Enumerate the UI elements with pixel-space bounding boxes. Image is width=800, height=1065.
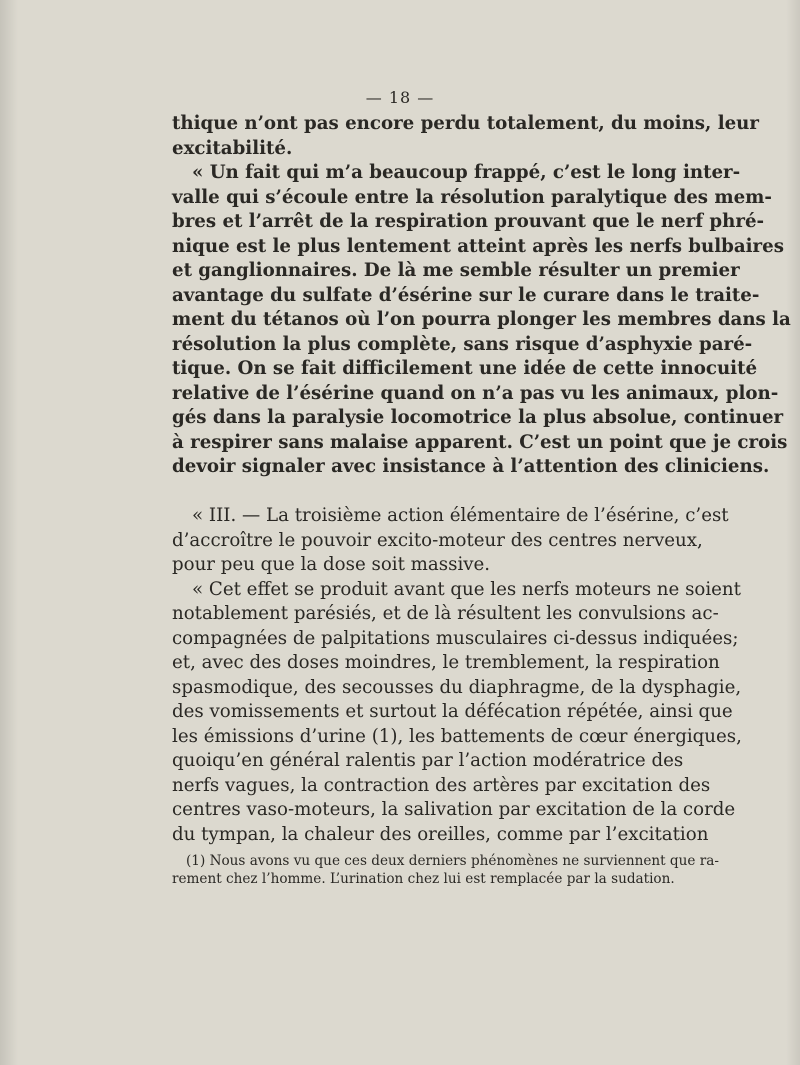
text-line: bres et l’arrêt de la respiration prouvant que le nerf phré- xyxy=(172,211,765,232)
text-line: des vomissements et surtout la défécation répétée, ainsi que xyxy=(172,701,733,722)
text-line: spasmodique, des secousses du diaphragme, de la dysphagie, xyxy=(172,676,742,698)
paragraph-4 xyxy=(172,578,742,848)
text-line: ment du tétanos où l’on pourra plonger les membres dans la xyxy=(172,309,791,330)
footnote xyxy=(172,852,719,888)
text-line: avantage du sulfate d’ésérine sur le curare dans le traite- xyxy=(172,284,760,306)
text-line: thique n’ont pas encore perdu totalement, du moins, leur xyxy=(172,113,759,134)
paragraph-spacer xyxy=(172,480,670,505)
text-line: d’accroître le pouvoir excito-moteur des centres nerveux, xyxy=(172,529,703,551)
text-line: centres vaso-moteurs, la salivation par excitation de la corde xyxy=(172,799,736,820)
text-line: nique est le plus lentement atteint après les nerfs bulbaires xyxy=(172,235,784,257)
footnote-line: rement chez l’homme. L’urination chez lui est remplacée par la sudation. xyxy=(172,871,675,887)
text-line: « III. — La troisième action élémentaire de l’ésérine, c’est xyxy=(192,505,729,526)
text-line: gés dans la paralysie locomotrice la plus absolue, continuer xyxy=(172,407,784,428)
text-line: relative de l’ésérine quand on n’a pas vu les animaux, plon- xyxy=(172,382,779,404)
text-line: « Un fait qui m’a beaucoup frappé, c’est le long inter- xyxy=(192,162,741,183)
text-line: notablement parésiés, et de là résultent les convulsions ac- xyxy=(172,603,719,624)
text-line: et ganglionnaires. De là me semble résulter un premier xyxy=(172,260,740,281)
text-line: du tympan, la chaleur des oreilles, comme par l’excitation xyxy=(172,823,709,845)
text-line: excitabilité. xyxy=(172,137,293,159)
text-line: « Cet effet se produit avant que les nerfs moteurs ne soient xyxy=(192,578,741,600)
text-line: devoir signaler avec insistance à l’attention des cliniciens. xyxy=(172,456,770,477)
footnote-line: (1) Nous avons vu que ces deux derniers phénomènes ne surviennent que ra- xyxy=(186,853,719,869)
text-line: valle qui s’écoule entre la résolution paralytique des mem- xyxy=(172,186,772,208)
text-line: résolution la plus complète, sans risque d’asphyxie paré- xyxy=(172,333,753,355)
text-line: à respirer sans malaise apparent. C’est un point que je crois xyxy=(172,431,788,453)
text-line: quoiqu’en général ralentis par l’action modératrice des xyxy=(172,750,684,771)
text-line: nerfs vagues, la contraction des artères par excitation des xyxy=(172,774,711,796)
paragraph-2 xyxy=(172,161,791,480)
body-text xyxy=(172,112,791,847)
text-line: pour peu que la dose soit massive. xyxy=(172,554,491,575)
text-line: et, avec des doses moindres, le tremblement, la respiration xyxy=(172,652,720,673)
text-line: compagnées de palpitations musculaires ci-dessus indiquées; xyxy=(172,627,739,649)
page-number: — 18 — xyxy=(365,88,435,107)
paragraph-1 xyxy=(172,112,759,161)
text-line: tique. On se fait difficilement une idée de cette innocuité xyxy=(172,358,758,379)
text-line: les émissions d’urine (1), les battements de cœur énergiques, xyxy=(172,725,742,747)
paragraph-3 xyxy=(172,504,729,578)
